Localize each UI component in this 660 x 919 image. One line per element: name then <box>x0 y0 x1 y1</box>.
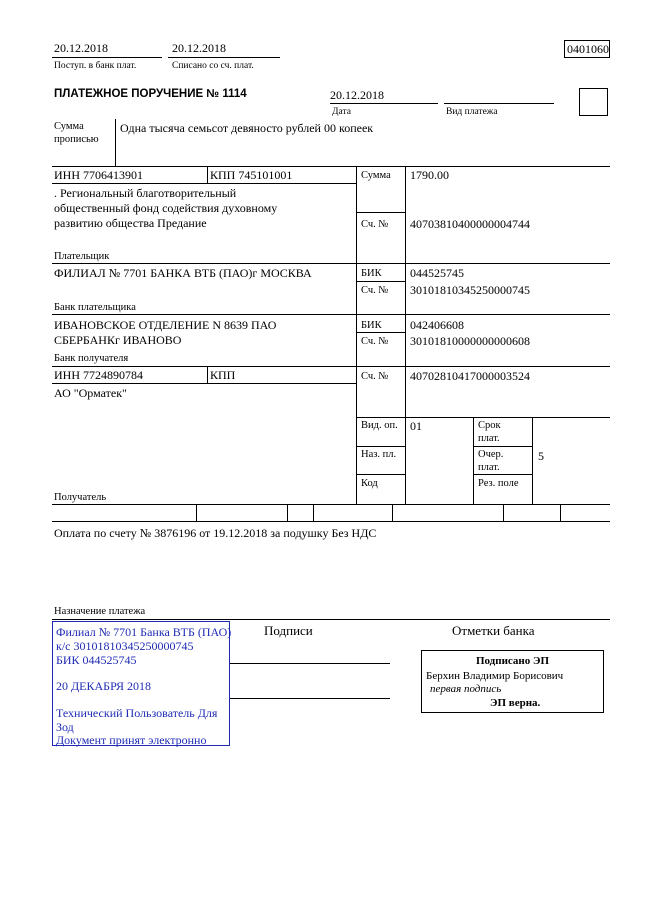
grid-line <box>405 166 406 504</box>
payer-bank-bik-label: БИК <box>361 268 382 279</box>
amount-value: 1790.00 <box>410 168 449 182</box>
purpose-text: Оплата по счету № 3876196 от 19.12.2018 за подушку Без НДС <box>54 526 377 540</box>
payer-inn: ИНН 7706413901 <box>54 168 143 182</box>
kod-label: Код <box>361 478 378 489</box>
debited-label: Списано со сч. плат. <box>172 61 254 71</box>
grid-line <box>207 366 208 383</box>
amount-words-divider <box>115 119 116 166</box>
payer-account-label: Сч. № <box>361 219 389 230</box>
grid-line <box>313 504 314 521</box>
payee-acc-label: Сч. № <box>361 371 389 382</box>
payee-inn: ИНН 7724890784 <box>54 368 143 382</box>
payee-bank-acc-label: Сч. № <box>361 336 389 347</box>
grid-line <box>560 504 561 521</box>
rez-pole-label: Рез. поле <box>478 478 519 489</box>
payee-bank-label: Банк получателя <box>54 353 129 364</box>
grid-line <box>356 212 405 213</box>
grid-line <box>356 474 405 475</box>
signature-line-1 <box>230 663 390 664</box>
payer-name-2: общественный фонд содействия духовному <box>54 201 278 215</box>
document-date: 20.12.2018 <box>330 88 384 102</box>
grid-line <box>207 166 208 183</box>
payer-bank-bik: 044525745 <box>410 266 464 280</box>
grid-line <box>52 183 356 184</box>
date-label: Дата <box>332 107 351 117</box>
payee-kpp: КПП <box>210 368 236 382</box>
form-code-box <box>564 40 610 58</box>
purpose-label: Назначение платежа <box>54 606 146 617</box>
payer-bank-name: ФИЛИАЛ № 7701 БАНКА ВТБ (ПАО)г МОСКВА <box>54 266 312 280</box>
grid-line <box>52 521 610 522</box>
ocher-label-1: Очер. <box>478 449 504 460</box>
naz-pl-label: Наз. пл. <box>361 449 397 460</box>
stamp-line-2: к/с 30101810345250000745 <box>56 639 194 653</box>
payment-type-line <box>444 103 554 104</box>
stamp-date: 20 ДЕКАБРЯ 2018 <box>56 679 151 693</box>
payee-name: АО "Орматек" <box>54 386 127 400</box>
status-box <box>579 88 608 116</box>
grid-line <box>392 504 393 521</box>
form-code: 0401060 <box>567 42 609 56</box>
ocher-label-2: плат. <box>478 462 500 473</box>
debited-date-line <box>168 57 280 58</box>
payer-bank-acc: 30101810345250000745 <box>410 283 530 297</box>
stamp-line-6: Зод <box>56 720 74 734</box>
grid-line <box>52 383 356 384</box>
amount-words-label-2: прописью <box>54 134 99 145</box>
grid-line <box>532 417 533 504</box>
ep-verified: ЭП верна. <box>490 697 541 709</box>
ep-signer: Берхин Владимир Борисович <box>426 670 564 682</box>
document-date-line <box>330 103 438 104</box>
amount-words-value: Одна тысяча семьсот девяносто рублей 00 копеек <box>120 121 374 135</box>
payment-type-label: Вид платежа <box>446 107 498 117</box>
payer-name-3: развитию общества Предание <box>54 216 207 230</box>
payee-bank-name-1: ИВАНОВСКОЕ ОТДЕЛЕНИЕ N 8639 ПАО <box>54 318 277 332</box>
purpose-line <box>52 619 610 620</box>
debited-date: 20.12.2018 <box>172 41 226 55</box>
payer-label: Плательщик <box>54 251 110 262</box>
grid-line <box>196 504 197 521</box>
grid-line <box>473 417 474 504</box>
payee-label: Получатель <box>54 492 107 503</box>
grid-line <box>356 446 405 447</box>
srok-label-2: плат. <box>478 433 500 444</box>
vid-op-value: 01 <box>410 419 422 433</box>
grid-line <box>503 504 504 521</box>
ep-title: Подписано ЭП <box>475 655 550 667</box>
grid-line <box>287 504 288 521</box>
ep-box <box>421 650 604 713</box>
stamp-line-3: БИК 044525745 <box>56 653 137 667</box>
bank-stamp <box>52 621 230 746</box>
grid-line <box>52 166 610 167</box>
amount-words-label-1: Сумма <box>54 121 84 132</box>
vid-op-label: Вид. оп. <box>361 420 398 431</box>
signatures-label: Подписи <box>264 623 313 638</box>
stamp-line-7: Документ принят электронно <box>56 733 207 747</box>
payer-bank-acc-label: Сч. № <box>361 285 389 296</box>
grid-line <box>356 281 405 282</box>
payer-account-value: 40703810400000004744 <box>410 217 530 231</box>
grid-line <box>52 263 610 264</box>
grid-line <box>52 314 610 315</box>
amount-label: Сумма <box>361 170 391 181</box>
grid-line <box>473 474 532 475</box>
grid-line <box>356 332 405 333</box>
grid-line <box>473 446 532 447</box>
payee-bank-name-2: СБЕРБАНКг ИВАНОВО <box>54 333 182 347</box>
grid-line <box>356 166 357 504</box>
grid-line <box>356 417 610 418</box>
grid-line <box>52 366 610 367</box>
payer-name-1: . Региональный благотворительный <box>54 186 237 200</box>
grid-line <box>52 504 610 505</box>
stamp-line-5: Технический Пользователь Для <box>56 706 218 720</box>
received-label: Поступ. в банк плат. <box>54 61 137 71</box>
srok-label-1: Срок <box>478 420 501 431</box>
document-title: ПЛАТЕЖНОЕ ПОРУЧЕНИЕ № 1114 <box>54 88 247 100</box>
ocher-value: 5 <box>538 449 544 463</box>
payee-bank-acc: 30101810000000000608 <box>410 334 530 348</box>
payer-kpp: КПП 745101001 <box>210 168 293 182</box>
bank-marks-label: Отметки банка <box>452 623 535 638</box>
payee-acc: 40702810417000003524 <box>410 369 530 383</box>
received-date: 20.12.2018 <box>54 41 108 55</box>
payer-bank-label: Банк плательщика <box>54 302 136 313</box>
signature-line-2 <box>230 698 390 699</box>
payee-bank-bik: 042406608 <box>410 318 464 332</box>
received-date-line <box>52 57 162 58</box>
payee-bank-bik-label: БИК <box>361 320 382 331</box>
ep-sign-type: первая подпись <box>430 683 502 695</box>
stamp-line-1: Филиал № 7701 Банка ВТБ (ПАО) <box>56 625 232 639</box>
